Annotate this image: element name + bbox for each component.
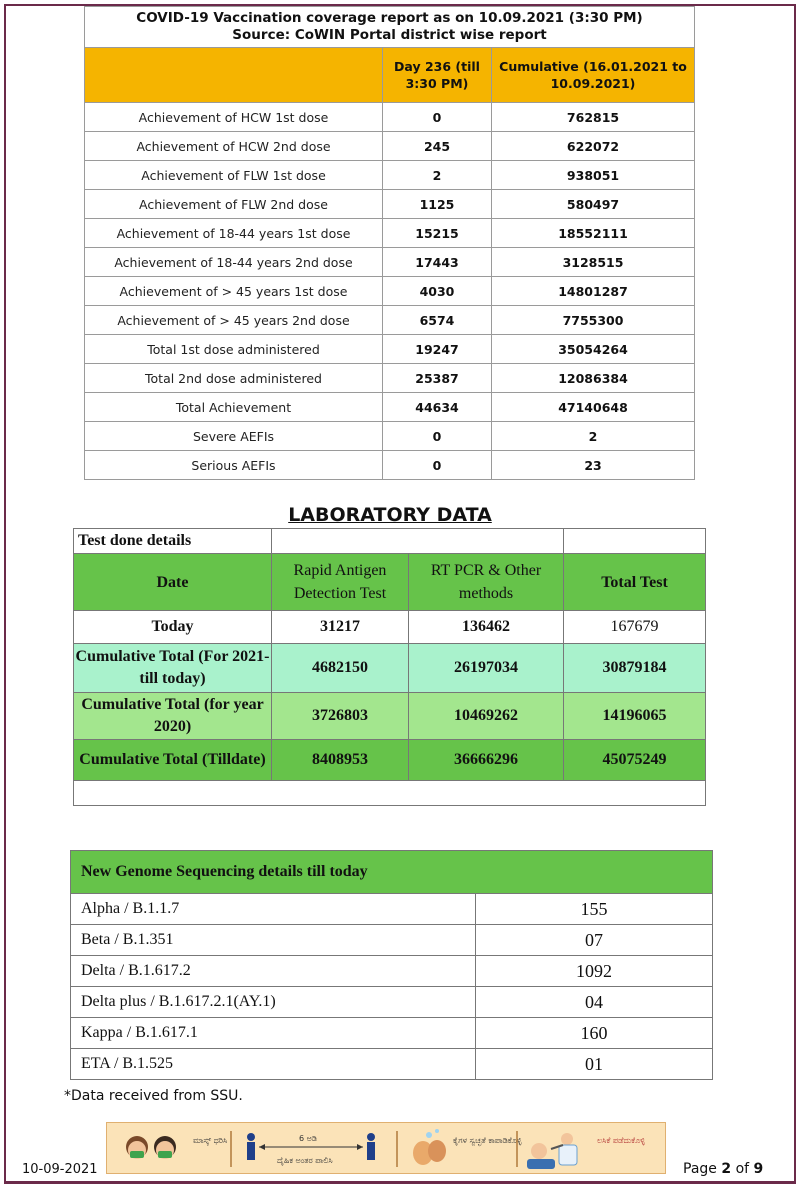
vaccination-row-cumulative: 2 — [492, 422, 695, 451]
genome-row-count: 01 — [476, 1049, 713, 1080]
lab-row-rtpcr: 36666296 — [409, 740, 564, 781]
lab-row — [74, 611, 706, 644]
vaccination-row-cumulative: 762815 — [492, 103, 695, 132]
vaccination-row — [85, 161, 695, 190]
vaccination-row-day: 4030 — [383, 277, 492, 306]
page-frame-bottom — [4, 1181, 796, 1184]
genome-row — [71, 1018, 713, 1049]
genome-row-count: 07 — [476, 925, 713, 956]
genome-heading: New Genome Sequencing details till today — [71, 851, 713, 894]
vaccination-row-label: Achievement of FLW 1st dose — [85, 161, 383, 190]
vaccination-row-cumulative: 47140648 — [492, 393, 695, 422]
lab-header-date: Date — [74, 554, 272, 611]
vaccination-row-day: 0 — [383, 422, 492, 451]
vaccination-row-cumulative: 3128515 — [492, 248, 695, 277]
genome-row-variant: Kappa / B.1.617.1 — [71, 1018, 476, 1049]
laboratory-table — [73, 528, 706, 806]
vaccination-icon — [527, 1133, 577, 1169]
vaccination-row — [85, 451, 695, 480]
vaccination-row-label: Total 2nd dose administered — [85, 364, 383, 393]
lab-row-label: Cumulative Total (for year 2020) — [74, 693, 272, 740]
laboratory-caption: Test done details — [74, 529, 272, 554]
vaccination-row — [85, 393, 695, 422]
vaccination-row-day: 25387 — [383, 364, 492, 393]
vaccination-row-cumulative: 938051 — [492, 161, 695, 190]
vaccination-row — [85, 248, 695, 277]
genome-row-variant: Alpha / B.1.1.7 — [71, 894, 476, 925]
banner-graphic — [107, 1123, 667, 1175]
footer-page-number — [683, 1161, 763, 1177]
vaccination-row-label: Serious AEFIs — [85, 451, 383, 480]
lab-row-label: Cumulative Total (Tilldate) — [74, 740, 272, 781]
lab-row-total: 14196065 — [564, 693, 706, 740]
vaccination-row-day: 15215 — [383, 219, 492, 248]
genome-row-variant: Delta plus / B.1.617.2.1(AY.1) — [71, 987, 476, 1018]
vaccination-row-day: 2 — [383, 161, 492, 190]
vaccination-row-cumulative: 622072 — [492, 132, 695, 161]
lab-header-rtpcr: RT PCR & Other methods — [409, 554, 564, 611]
masked-faces-icon — [126, 1136, 176, 1159]
lab-blank-cell — [74, 781, 706, 806]
lab-header-rapid: Rapid Antigen Detection Test — [272, 554, 409, 611]
lab-row-total: 30879184 — [564, 644, 706, 693]
vaccination-header-day: Day 236 (till 3:30 PM) — [383, 48, 492, 103]
vaccination-row-day: 1125 — [383, 190, 492, 219]
vaccination-row — [85, 364, 695, 393]
banner-hands-text: ಕೈಗಳ ಸ್ವಚ್ಛತೆ ಕಾಪಾಡಿಕೊಳ್ಳಿ — [453, 1136, 522, 1145]
vaccination-row-label: Achievement of HCW 2nd dose — [85, 132, 383, 161]
genome-row-variant: Delta / B.1.617.2 — [71, 956, 476, 987]
genome-row — [71, 987, 713, 1018]
vaccination-row-day: 245 — [383, 132, 492, 161]
vaccination-row-label: Achievement of HCW 1st dose — [85, 103, 383, 132]
genome-row — [71, 894, 713, 925]
vaccination-row-cumulative: 14801287 — [492, 277, 695, 306]
genome-row — [71, 925, 713, 956]
vaccination-row-label: Achievement of > 45 years 1st dose — [85, 277, 383, 306]
vaccination-row-day: 19247 — [383, 335, 492, 364]
vaccination-header-blank — [85, 48, 383, 103]
footer-page-prefix: Page — [683, 1161, 717, 1177]
vaccination-row-cumulative: 7755300 — [492, 306, 695, 335]
vaccination-row-cumulative: 23 — [492, 451, 695, 480]
vaccination-row-label: Achievement of FLW 2nd dose — [85, 190, 383, 219]
lab-row-rtpcr: 136462 — [409, 611, 564, 644]
vaccination-row — [85, 306, 695, 335]
vaccination-row-label: Total Achievement — [85, 393, 383, 422]
vaccination-row-label: Achievement of 18-44 years 2nd dose — [85, 248, 383, 277]
banner-mask-text: ಮಾಸ್ಕ್ ಧರಿಸಿ — [193, 1136, 228, 1145]
lab-row-rapid: 8408953 — [272, 740, 409, 781]
laboratory-caption-blank-2 — [564, 529, 706, 554]
vaccination-row-day: 6574 — [383, 306, 492, 335]
data-source-note: *Data received from SSU. — [64, 1088, 243, 1104]
vaccination-row-label: Achievement of > 45 years 2nd dose — [85, 306, 383, 335]
genome-row-variant: Beta / B.1.351 — [71, 925, 476, 956]
vaccination-row-label: Severe AEFIs — [85, 422, 383, 451]
lab-row-rapid: 3726803 — [272, 693, 409, 740]
vaccination-title-text: COVID-19 Vaccination coverage report as on 10.09.2021 (3:30 PM) — [136, 10, 643, 26]
genome-row-count: 04 — [476, 987, 713, 1018]
vaccination-row-day: 0 — [383, 103, 492, 132]
vaccination-row-day: 0 — [383, 451, 492, 480]
lab-row-rtpcr: 10469262 — [409, 693, 564, 740]
vaccination-row — [85, 190, 695, 219]
lab-row-rapid: 4682150 — [272, 644, 409, 693]
banner-distance-label: 6 ಅಡಿ — [299, 1134, 317, 1143]
genome-row — [71, 1049, 713, 1080]
banner-distance-text: ದೈಹಿಕ ಅಂತರ ಪಾಲಿಸಿ — [277, 1156, 333, 1165]
laboratory-caption-blank — [272, 529, 564, 554]
vaccination-row-label: Total 1st dose administered — [85, 335, 383, 364]
genome-row-count: 1092 — [476, 956, 713, 987]
vaccination-row — [85, 219, 695, 248]
footer-page-current: 2 — [721, 1161, 732, 1177]
laboratory-heading: LABORATORY DATA — [288, 504, 492, 526]
vaccination-row-day: 44634 — [383, 393, 492, 422]
genome-row-variant: ETA / B.1.525 — [71, 1049, 476, 1080]
genome-row-count: 160 — [476, 1018, 713, 1049]
vaccination-row — [85, 422, 695, 451]
lab-row — [74, 644, 706, 693]
lab-row — [74, 693, 706, 740]
vaccination-row-day: 17443 — [383, 248, 492, 277]
footer-page-of: of — [735, 1161, 750, 1177]
lab-row-rtpcr: 26197034 — [409, 644, 564, 693]
lab-row-label: Cumulative Total (For 2021- till today) — [74, 644, 272, 693]
health-advisory-banner — [106, 1122, 666, 1174]
vaccination-row-cumulative: 12086384 — [492, 364, 695, 393]
lab-row-total: 167679 — [564, 611, 706, 644]
genome-table — [70, 850, 713, 1080]
lab-header-total: Total Test — [564, 554, 706, 611]
footer-page-total: 9 — [753, 1161, 764, 1177]
genome-row-count: 155 — [476, 894, 713, 925]
vaccination-table — [84, 6, 695, 480]
vaccination-header-cumulative: Cumulative (16.01.2021 to 10.09.2021) — [492, 48, 695, 103]
vaccination-row — [85, 132, 695, 161]
hand-wash-icon — [413, 1129, 446, 1165]
lab-row — [74, 740, 706, 781]
lab-blank-row — [74, 781, 706, 806]
vaccination-row — [85, 335, 695, 364]
vaccination-row-label: Achievement of 18-44 years 1st dose — [85, 219, 383, 248]
footer-date: 10-09-2021 — [22, 1162, 98, 1177]
vaccination-row — [85, 277, 695, 306]
vaccination-title — [85, 7, 695, 48]
vaccination-source: Source: CoWIN Portal district wise report — [232, 27, 547, 43]
vaccination-row — [85, 103, 695, 132]
lab-row-total: 45075249 — [564, 740, 706, 781]
genome-row — [71, 956, 713, 987]
vaccination-row-cumulative: 580497 — [492, 190, 695, 219]
vaccination-row-cumulative: 18552111 — [492, 219, 695, 248]
vaccination-row-cumulative: 35054264 — [492, 335, 695, 364]
lab-row-label: Today — [74, 611, 272, 644]
lab-row-rapid: 31217 — [272, 611, 409, 644]
banner-vaccine-text: ಲಸಿಕೆ ಪಡೆದುಕೊಳ್ಳಿ — [597, 1136, 646, 1145]
